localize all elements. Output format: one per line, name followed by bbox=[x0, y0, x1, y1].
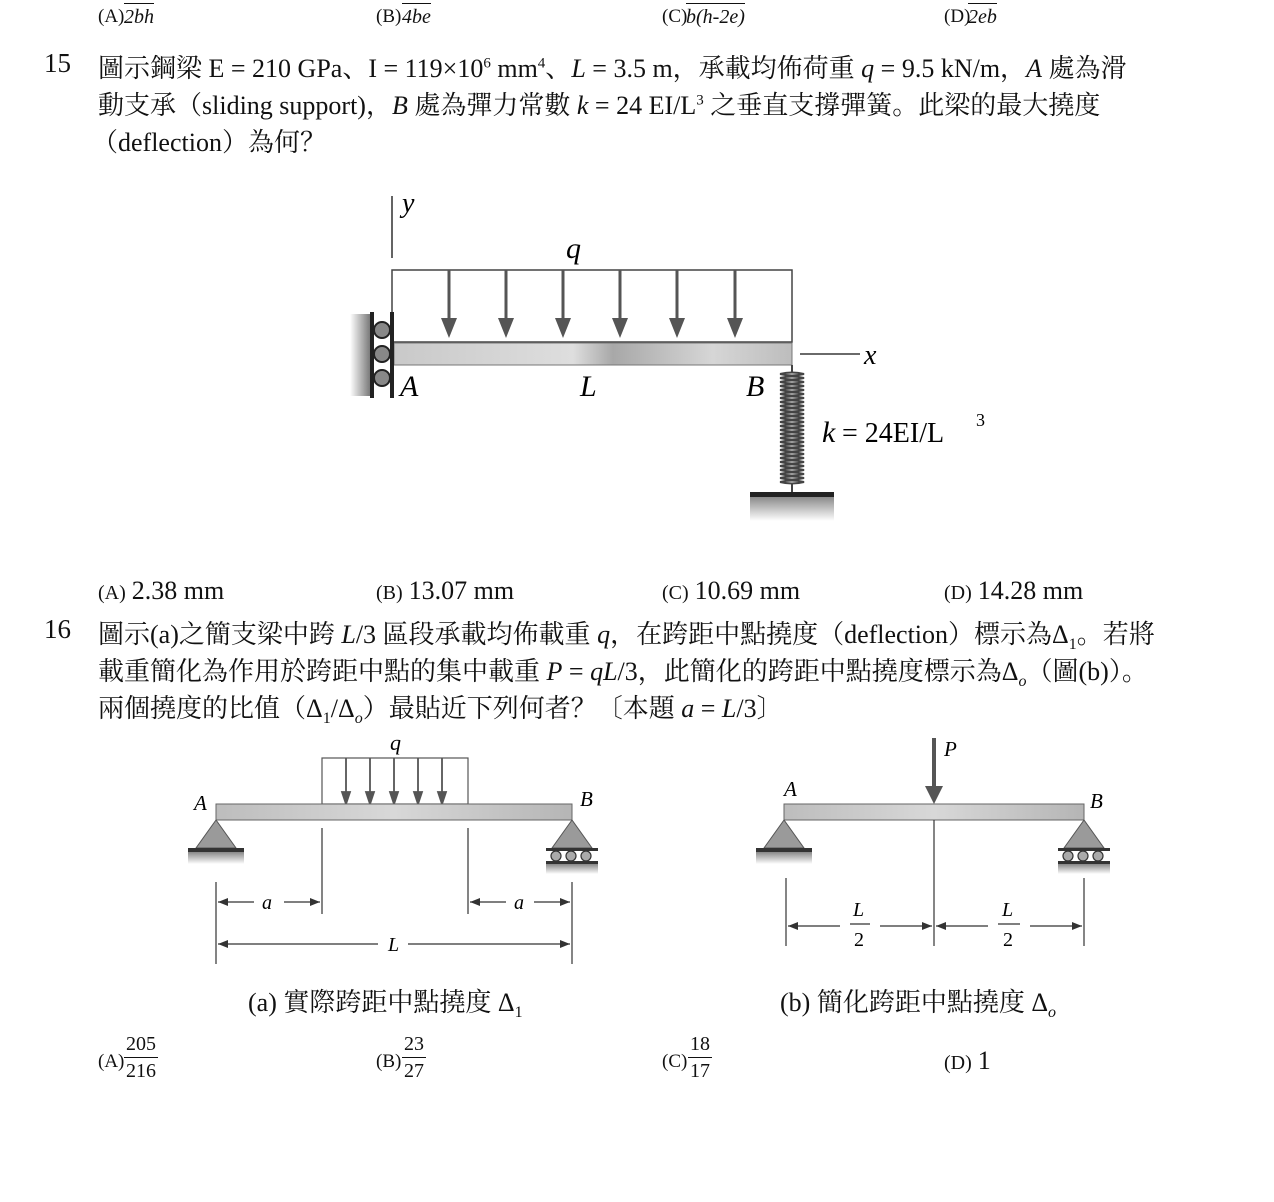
q15-text-line1: 圖示鋼梁 E = 210 GPa、$I = 119\times 10^6$ $mm^4$、L = 3.5 m，承載均佈荷重 q = 9.5 kN/m，A 處為滑 bbox=[98, 54, 1127, 83]
prev-option-d-label: (D) bbox=[944, 6, 971, 27]
label-A: A bbox=[400, 370, 419, 403]
spring-coil bbox=[780, 429, 804, 432]
fig-b-A: A bbox=[784, 777, 797, 801]
q15-option-c[interactable]: (C) 10.69 mm bbox=[662, 576, 801, 605]
q15-option-d[interactable]: (D) 14.28 mm bbox=[944, 576, 1084, 605]
fig-b-L1: L bbox=[853, 899, 865, 921]
fig-a-a1: a bbox=[262, 892, 272, 914]
prev-option-c-fraction: b(h-2e) bbox=[686, 0, 745, 27]
figure-a bbox=[188, 730, 598, 964]
spring-coil bbox=[780, 433, 804, 436]
q16-text-line2: 載重簡化為作用於跨距中點的集中載重 P = qL/3，此簡化的跨距中點撓度標示為$\Delta_o$（圖(b)）。 bbox=[98, 657, 1148, 691]
fig-b-beam bbox=[784, 804, 1084, 820]
spring-coil bbox=[780, 393, 804, 396]
q15-number: 15 bbox=[44, 48, 71, 78]
spring-coil bbox=[780, 381, 804, 384]
spring-coil bbox=[780, 417, 804, 420]
spring-coil bbox=[780, 453, 804, 456]
q16-option-a-fraction: $\frac{205}{216}$ bbox=[126, 1033, 156, 1082]
distributed-load-box bbox=[392, 270, 792, 342]
q16-figures bbox=[0, 720, 1274, 980]
spring-k-eq: = 24EI/L bbox=[842, 418, 945, 449]
wall bbox=[350, 314, 370, 396]
fig-b-P: P bbox=[944, 737, 957, 761]
load-q-label: q bbox=[566, 232, 581, 265]
y-axis-label: y bbox=[402, 188, 415, 219]
spring-coil bbox=[780, 449, 804, 452]
q16-text-line3: 兩個撓度的比值$(\Delta_1/\Delta_o)$最貼近下列何者？〔本題 a = L/3〕 bbox=[98, 694, 783, 728]
spring-coil bbox=[780, 421, 804, 424]
label-B: B bbox=[746, 370, 765, 403]
spring-k-sup: 3 bbox=[976, 410, 985, 430]
spring-coil bbox=[780, 425, 804, 428]
fig-a-B: B bbox=[580, 787, 593, 811]
fig-a-a2: a bbox=[514, 892, 524, 914]
q15-text-line3: （deflection）為何？ bbox=[92, 128, 326, 157]
prev-option-d-fraction: 2eb bbox=[968, 0, 997, 27]
load-arrows bbox=[449, 270, 735, 330]
prev-option-b-fraction: 4be bbox=[402, 0, 431, 27]
q16-option-c-fraction: $\frac{18}{17}$ bbox=[690, 1033, 710, 1082]
q15-beam bbox=[394, 343, 792, 365]
spring-coil bbox=[780, 457, 804, 460]
spring-coil bbox=[780, 405, 804, 408]
prev-option-b-label: (B) bbox=[376, 6, 402, 27]
fig-b-B: B bbox=[1090, 789, 1103, 813]
spring-coil bbox=[780, 385, 804, 388]
q15-option-a[interactable]: (A) 2.38 mm bbox=[98, 576, 225, 605]
spring-coil bbox=[780, 389, 804, 392]
prev-option-a-label: (A) bbox=[98, 6, 125, 27]
spring-coil bbox=[780, 473, 804, 476]
fig-b-d2: 2 bbox=[1003, 929, 1013, 951]
spring-coil bbox=[780, 413, 804, 416]
fig-a-q-label: q bbox=[390, 730, 401, 755]
x-axis-label: x bbox=[864, 340, 877, 371]
spring-coil bbox=[780, 445, 804, 448]
q15-option-b[interactable]: (B) 13.07 mm bbox=[376, 576, 515, 605]
q15-beam-figure bbox=[0, 0, 1274, 560]
spring-coil bbox=[780, 461, 804, 464]
spring-coil bbox=[780, 373, 804, 376]
fig-a-beam bbox=[216, 804, 572, 820]
spring-coil bbox=[780, 397, 804, 400]
spring-coil bbox=[780, 481, 804, 484]
fig-a-A: A bbox=[194, 791, 207, 815]
fig-b-d1: 2 bbox=[854, 929, 864, 951]
q16-number: 16 bbox=[44, 614, 71, 644]
spring-coil bbox=[780, 477, 804, 480]
q16-text-line1: 圖示(a)之簡支梁中跨 L/3 區段承載均佈載重 q，在跨距中點撓度（deflection）標示為$\Delta_1$。若將 bbox=[98, 620, 1155, 654]
label-L: L bbox=[580, 370, 597, 403]
spring-coil bbox=[780, 409, 804, 412]
q16-option-b-fraction: $\frac{23}{27}$ bbox=[404, 1033, 424, 1082]
spring-coil bbox=[780, 465, 804, 468]
fig-a-L: L bbox=[388, 934, 400, 956]
spring-coil bbox=[780, 441, 804, 444]
spring-coil bbox=[780, 437, 804, 440]
fig-b-caption: (b) 簡化跨距中點撓度 $\Delta_o$ bbox=[780, 988, 1057, 1022]
figure-b bbox=[756, 737, 1110, 951]
spring-coil bbox=[780, 401, 804, 404]
spring-coil bbox=[780, 469, 804, 472]
spring-k-label: k bbox=[822, 416, 836, 449]
ground bbox=[750, 497, 834, 521]
fig-b-L2: L bbox=[1002, 899, 1014, 921]
q16-option-d[interactable]: (D) 1 bbox=[944, 1046, 991, 1075]
q15-text-line2: 動支承（sliding support)，B 處為彈力常數 k = 24 $EI/L^3$ 之垂直支撐彈簧。此梁的最大撓度 bbox=[98, 91, 1101, 120]
ground-plate bbox=[750, 492, 834, 497]
prev-option-a-fraction: 2bh bbox=[124, 0, 154, 27]
spring-coil bbox=[780, 377, 804, 380]
prev-option-c-label: (C) bbox=[662, 6, 688, 27]
fig-a-caption: (a) 實際跨距中點撓度 $\Delta_1$ bbox=[248, 988, 523, 1022]
